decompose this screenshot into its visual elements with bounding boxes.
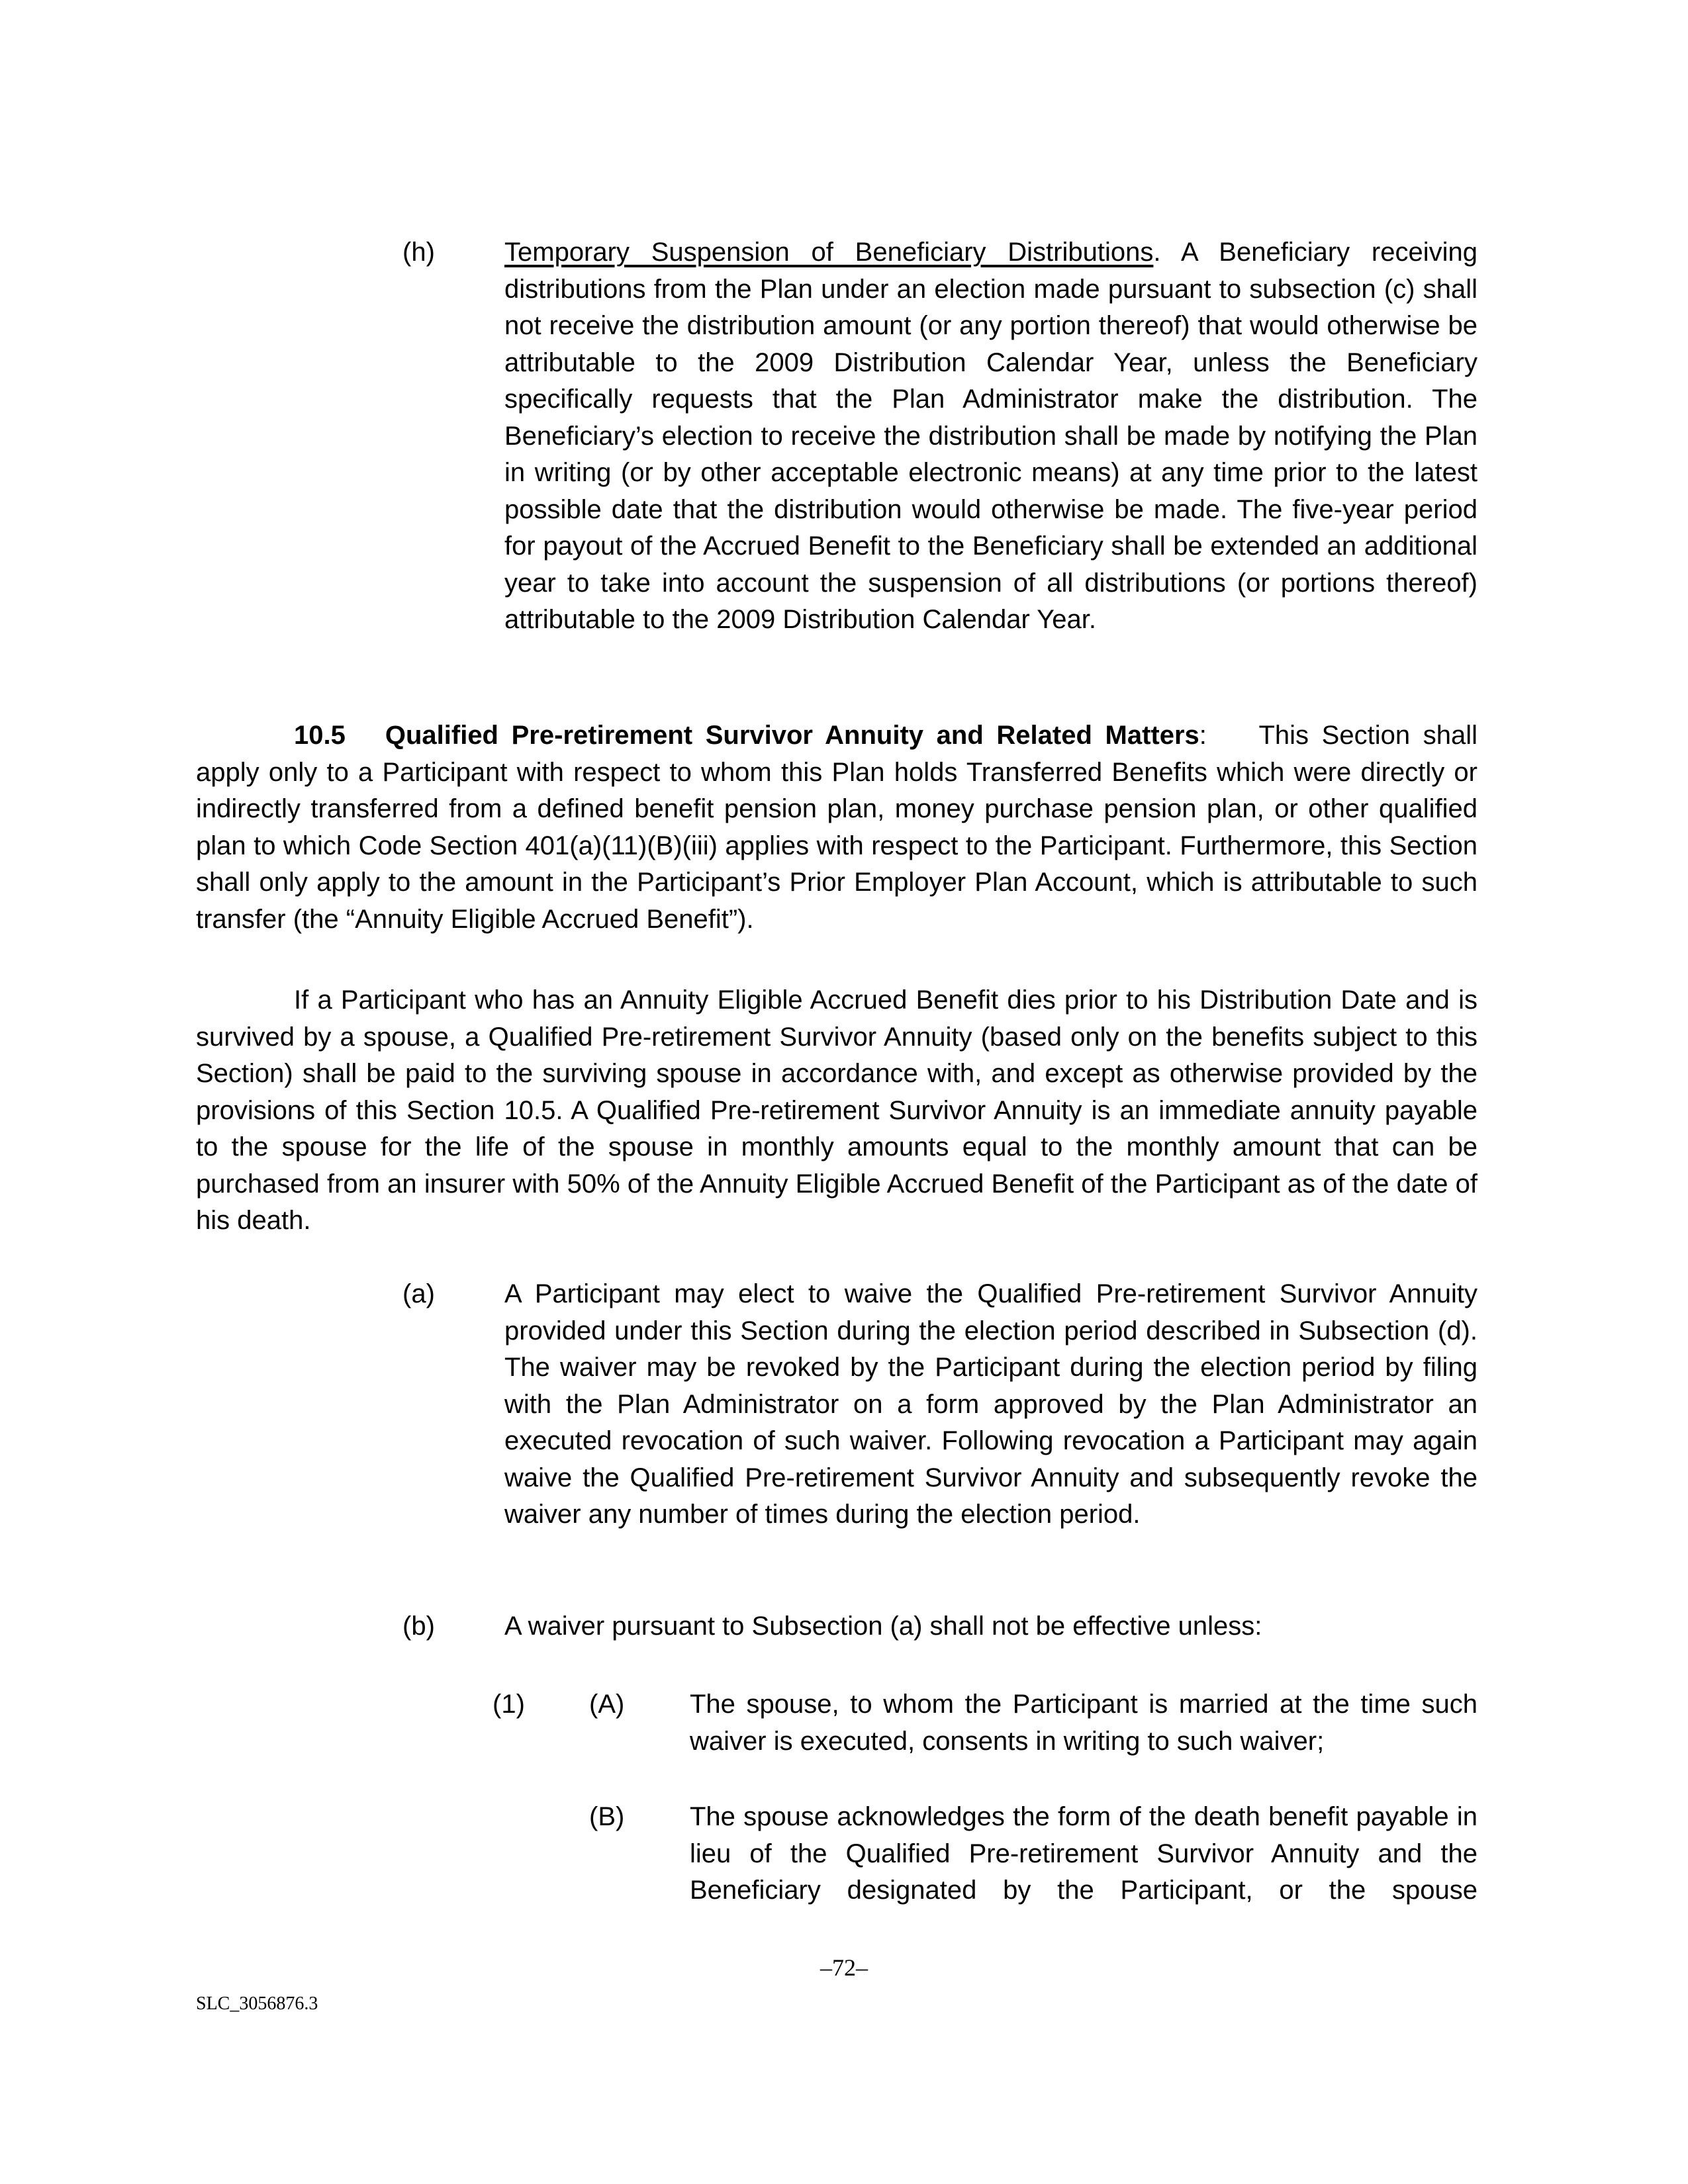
spouse-paragraph-text: If a Participant who has an Annuity Eligible Accrued Benefit dies prior to his Distribution Date and is survived by a spouse, a Qualified Pre-retirement Survivor Annuity (based only on the benefits subject to this Section) shall be paid to the surviving spouse in accordance with, and except as otherwise provided by the provisions of this Section 10.5. A Qualified Pre-retirement Survivor Annuity is an immediate annuity payable to the spouse for the life of the spouse in monthly amounts equal to the monthly amount that can be purchased from an insurer with 50% of the Annuity Eligible Accrued Benefit of the Participant as of the date of his death. [196, 985, 1477, 1235]
section-number: 10.5 [294, 721, 346, 750]
subsection-h-paragraph [504, 234, 1477, 639]
item-1-b-label: (B) [589, 1802, 625, 1831]
subsection-h-title: Temporary Suspension of Beneficiary Distributions [504, 238, 1154, 267]
spouse-paragraph [196, 982, 1477, 1240]
subsection-a-label: (a) [402, 1279, 435, 1308]
item-1-a-label: (A) [589, 1690, 625, 1719]
item-1-label: (1) [492, 1690, 525, 1719]
item-1-a-paragraph: The spouse, to whom the Participant is married at the time such waiver is executed, consents in writing to such waiver; [690, 1690, 1477, 1756]
item-1-b-paragraph: The spouse acknowledges the form of the death benefit payable in lieu of the Qualified Pre-retirement Survivor Annuity and the Beneficiary designated by the Participant, or the spouse [690, 1802, 1477, 1905]
subsection-b-label: (b) [402, 1612, 435, 1641]
page-number: –72– [820, 1954, 868, 1981]
subsection-h-label: (h) [402, 238, 435, 267]
subsection-a-paragraph: A Participant may elect to waive the Qualified Pre-retirement Survivor Annuity provided under this Section during the election period described in Subsection (d). The waiver may be revoked by the Participant during the election period by filing with the Plan Administrator on a form approved by the Plan Administrator an executed revocation of such waiver. Following revocation a Participant may again waive the Qualified Pre-retirement Survivor Annuity and subsequently revoke the waiver any number of times during the election period. [504, 1279, 1477, 1529]
document-id: SLC_3056876.3 [196, 1993, 318, 2014]
section-title-colon: : [1199, 721, 1207, 750]
section-title: Qualified Pre-retirement Survivor Annuity and Related Matters [385, 721, 1199, 750]
subsection-h-body: . A Beneficiary receiving distributions from the Plan under an election made pursuant to subsection (c) shall not receive the distribution amount (or any portion thereof) that would otherwise be attributable to the 2009 Distribution Calendar Year, unless the Beneficiary specifically requests that the Plan Administrator make the distribution. The Beneficiary’s election to receive the distribution shall be made by notifying the Plan in writing (or by other acceptable electronic means) at any time prior to the latest possible date that the distribution would otherwise be made. The five-year period for payout of the Accrued Benefit to the Beneficiary shall be extended an additional year to take into account the suspension of all distributions (or portions thereof) attributable to the 2009 Distribution Calendar Year. [504, 238, 1478, 634]
subsection-b-paragraph: A waiver pursuant to Subsection (a) shall not be effective unless: [504, 1612, 1262, 1641]
section-10-5-paragraph [196, 717, 1477, 938]
section-10-5-body: This Section shall apply only to a Participant with respect to whom this Plan holds Transferred Benefits which were directly or indirectly transferred from a defined benefit pension plan, money purchase pension plan, or other qualified plan to which Code Section 401(a)(11)(B)(iii) applies with respect to the Participant. Furthermore, this Section shall only apply to the amount in the Participant’s Prior Employer Plan Account, which is attributable to such transfer (the “Annuity Eligible Accrued Benefit”). [196, 721, 1477, 934]
